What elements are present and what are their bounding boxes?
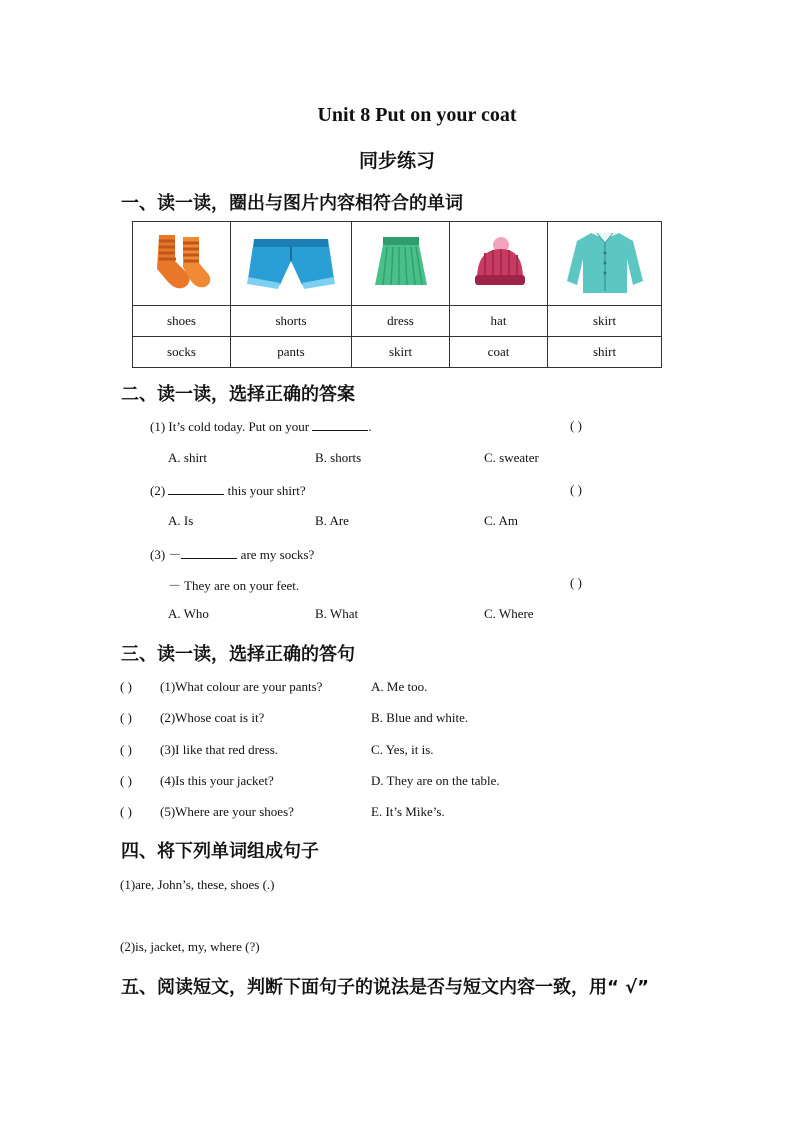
q3-question-3: (3)I like that red dress.	[160, 742, 279, 757]
q3-answer-d: D. They are on the table.	[371, 773, 500, 788]
picture-cell-2	[231, 222, 352, 306]
word-picture-table	[132, 221, 662, 368]
answer-parentheses[interactable]: ( )	[570, 482, 582, 497]
picture-cell-4	[450, 222, 548, 306]
word-cell[interactable]: shorts	[231, 306, 352, 337]
q2-item-2-text: this your shirt?	[224, 483, 306, 498]
picture-cell-1	[133, 222, 231, 306]
answer-parentheses[interactable]: ( )	[120, 679, 132, 694]
q4-item-1: (1)are, John’s, these, shoes (.)	[120, 877, 275, 892]
page-title: Unit 8 Put on your coat	[317, 104, 517, 126]
answer-parentheses[interactable]: ( )	[570, 575, 582, 590]
option-a[interactable]: A. shirt	[168, 450, 207, 465]
option-b[interactable]: B. shorts	[315, 450, 362, 465]
hat-icon	[471, 231, 527, 293]
section-2-heading: 二、读一读，选择正确的答案	[121, 384, 355, 405]
word-cell[interactable]: shoes	[133, 306, 231, 337]
q3-question-5: (5)Where are your shoes?	[160, 804, 294, 819]
socks-icon	[147, 231, 217, 293]
section-3-heading: 三、读一读，选择正确的答句	[121, 644, 355, 665]
q3-answer-a: A. Me too.	[371, 679, 428, 694]
q2-item-2-num: (2)	[150, 483, 169, 498]
word-cell[interactable]: pants	[231, 337, 352, 368]
q3-answer-c: C. Yes, it is.	[371, 742, 434, 757]
page-subtitle: 同步练习	[358, 150, 435, 172]
q2-item-3-num: (3) －	[150, 547, 182, 562]
q2-item-3-text: are my socks?	[237, 547, 315, 562]
q3-answer-b: B. Blue and white.	[371, 710, 469, 725]
word-cell[interactable]: hat	[450, 306, 548, 337]
q2-item-1-stem	[150, 418, 372, 435]
q2-item-2-stem	[150, 482, 306, 499]
q3-answer-e: E. It’s Mike’s.	[371, 804, 445, 819]
answer-parentheses[interactable]: ( )	[120, 773, 132, 788]
section-5-heading: 五、阅读短文，判断下面句子的说法是否与短文内容一致，用“ √”	[121, 977, 649, 998]
q2-item-3-answer-line: － They are on your feet.	[168, 578, 300, 593]
option-b[interactable]: B. Are	[315, 513, 349, 528]
option-a[interactable]: A. Who	[168, 606, 209, 621]
q3-question-2: (2)Whose coat is it?	[160, 710, 265, 725]
word-cell[interactable]: shirt	[548, 337, 662, 368]
option-b[interactable]: B. What	[315, 606, 359, 621]
q2-item-1-text: (1) It’s cold today. Put on your	[150, 419, 313, 434]
q2-item-3-stem	[150, 544, 314, 563]
answer-parentheses[interactable]: ( )	[120, 742, 132, 757]
shorts-icon	[246, 231, 336, 293]
picture-cell-3	[352, 222, 450, 306]
answer-blank[interactable]	[312, 418, 368, 431]
word-cell[interactable]: skirt	[352, 337, 450, 368]
answer-blank[interactable]	[168, 482, 224, 495]
answer-parentheses[interactable]: ( )	[120, 804, 132, 819]
option-c[interactable]: C. Am	[484, 513, 518, 528]
q4-item-2: (2)is, jacket, my, where (?)	[120, 939, 260, 954]
option-a[interactable]: A. Is	[168, 513, 194, 528]
option-c[interactable]: C. sweater	[484, 450, 539, 465]
q3-question-1: (1)What colour are your pants?	[160, 679, 323, 694]
word-cell[interactable]: coat	[450, 337, 548, 368]
option-c[interactable]: C. Where	[484, 606, 534, 621]
q3-question-4: (4)Is this your jacket?	[160, 773, 274, 788]
word-cell[interactable]: socks	[133, 337, 231, 368]
answer-blank[interactable]	[181, 546, 237, 559]
answer-parentheses[interactable]: ( )	[120, 710, 132, 725]
word-cell[interactable]: dress	[352, 306, 450, 337]
skirt-icon	[373, 231, 429, 293]
shirt-icon	[565, 229, 645, 295]
q2-item-1-end: .	[368, 419, 372, 434]
section-4-heading: 四、将下列单词组成句子	[121, 841, 319, 862]
section-1-heading: 一、读一读，圈出与图片内容相符合的单词	[121, 193, 463, 214]
picture-cell-5	[548, 222, 662, 306]
word-cell[interactable]: skirt	[548, 306, 662, 337]
answer-parentheses[interactable]: ( )	[570, 418, 582, 433]
